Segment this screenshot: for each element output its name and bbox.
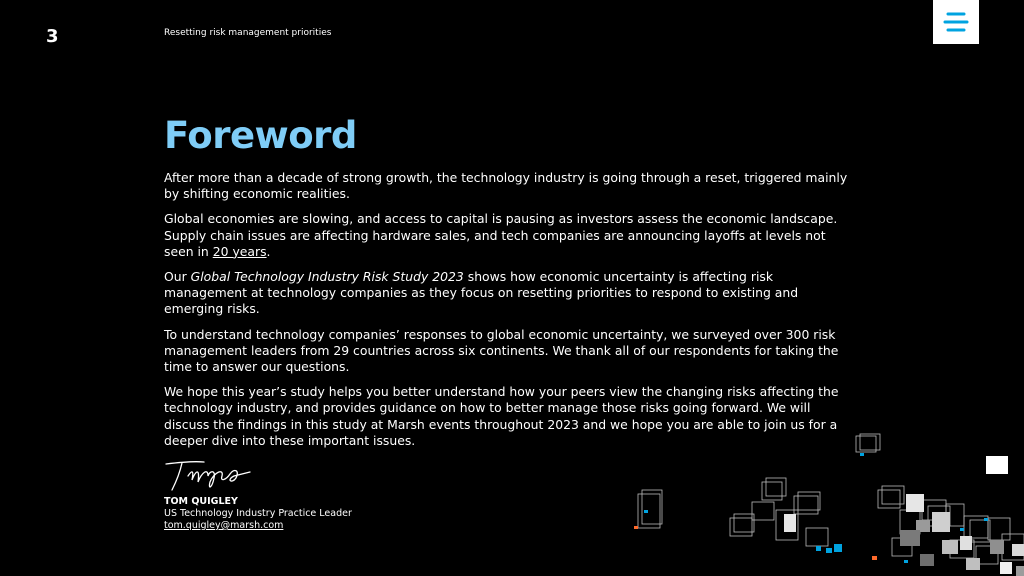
menu-button[interactable] [933,0,979,44]
paragraph-5: We hope this year’s study helps you better understand how your peers view the changing risks affecting the technology industry, and provides guidance on how to better manage those risks going forward. We will discuss the findings in this study at Marsh events throughout 2023 and we hope you are able to join us for a deeper dive into these important issues. [164,384,839,448]
signer-email-link[interactable]: tom.quigley@marsh.com [164,520,284,531]
page-title: Foreword [164,114,357,157]
signer-block [164,496,352,532]
paragraph-3 [164,269,854,318]
handwritten-signature [164,458,254,494]
paragraph-2-end: . [266,243,271,259]
signer-name: TOM QUIGLEY [164,496,238,507]
decorative-cubes-graphic [620,420,1024,576]
signer-role: US Technology Industry Practice Leader [164,508,352,519]
hamburger-menu-icon [942,10,970,34]
paragraph-2-text: Global economies are slowing, and access to capital is pausing as investors assess the economic landscape. Supply chain issues are affecting hardware sales, and tech companies are announcing layoffs at levels not seen in [164,211,838,259]
study-title: Global Technology Industry Risk Study 2023 [190,269,464,285]
paragraph-2 [164,211,854,260]
paragraph-1: After more than a decade of strong growth, the technology industry is going through a reset, triggered mainly by shifting economic realities. [164,170,848,202]
twenty-years-link[interactable]: 20 years [212,243,267,259]
paragraph-3-text: shows how economic uncertainty is affecting risk management at technology companies as they focus on resetting priorities to respond to existing and emerging risks. [164,269,799,317]
section-title: Resetting risk management priorities [164,28,332,38]
paragraph-3-start: Our [164,269,191,285]
page-number: 3 [46,26,59,47]
main-content [164,112,854,458]
paragraph-4: To understand technology companies’ responses to global economic uncertainty, we surveyed over 300 risk management leaders from 29 countries across six continents. We thank all of our respondents for taking the time to answer our questions. [164,326,839,375]
